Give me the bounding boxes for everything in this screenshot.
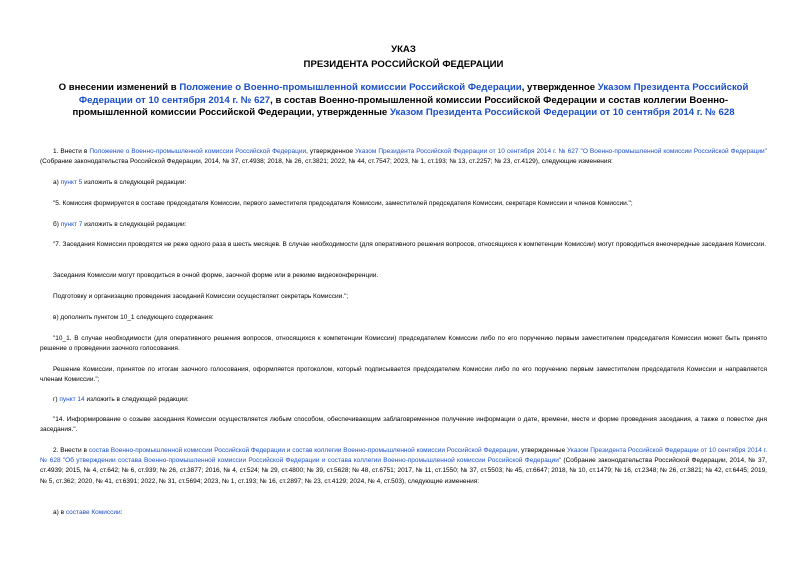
p1-text-3: (Собрание законодательства Российской Федерации, 2014, № 37, ст.4938; 2018, № 26, ст.3821; 2022, № 44, ст.7547; 2023, № 1, ст.193; № 13, ст.2257; № 23, ст.4129), следующие изменения: [40, 158, 613, 166]
p13-link-composition[interactable]: состав Военно-промышленной комиссии Российской Федерации и состав коллегии Военно-промышленной комиссии Российской Федерации [88, 447, 518, 454]
paragraph-8: в) дополнить пунктом 10_1 следующего содержания: [53, 314, 214, 321]
title-text-2: , утвержденное [521, 82, 598, 93]
paragraph-3: "5. Комиссия формируется в составе председателя Комиссии, первого заместителя председателя Комиссии, заместителей председателя Комиссии, секретаря Комиссии и членов Комиссии."; [53, 200, 633, 207]
paragraph-11 [40, 395, 767, 405]
paragraph-1 [40, 147, 767, 167]
p14-text-1: а) в [53, 509, 66, 516]
p1-text-2: , утвержденное [306, 148, 355, 155]
paragraph-4 [40, 220, 767, 230]
p1-link-regulation[interactable]: Положение о Военно-промышленной комиссии Российской Федерации [89, 148, 307, 155]
paragraph-2 [40, 178, 767, 188]
p2-link-item-5[interactable]: пункт 5 [60, 179, 83, 186]
title-link-regulation[interactable]: Положение о Военно-промышленной комиссии Российской Федерации [179, 82, 522, 93]
p1-link-decree-627[interactable]: Указом Президента Российской Федерации от 10 сентября 2014 г. № 627 "О Военно-промышленной комиссии Российской Федерации" [354, 148, 767, 155]
p13-link-decree-628[interactable]: Указом Президента Российской Федерации от 10 сентября 2014 г. № 628 "Об утверждении состава Военно-промышленной комиссии Российской Федерации и состава коллегии Военно-промышленной комиссии Российской Федерации" [40, 447, 768, 465]
title-link-decree-628[interactable]: Указом Президента Российской Федерации от 10 сентября 2014 г. № 628 [389, 107, 735, 119]
paragraph-10: Решение Комиссии, принятое по итогам заочного голосования, оформляется протоколом, который подписывается председателем Комиссии либо по его поручению первым заместителем председателя Комиссии и направляется членам Комиссии."; [40, 366, 767, 384]
paragraph-6: Заседания Комиссии могут проводиться в очной форме, заочной форме или в режиме видеоконференции. [53, 272, 379, 279]
p2-text-1: а) [53, 179, 61, 186]
p13-text-3: (Собрание законодательства Российской Федерации, 2014, № 37, ст.4939; 2015, № 4, ст.642; № 6, ст.939; № 26, ст.3877; 2016, № 4, ст.524; № 29, ст.4800; № 39, ст.5628; № 48, ст.6751; 2017, № 11, ст.1550; № 37, ст.5503; № 45, ст.6647; 2018, № 10, ст.1479; № 16, ст.2348; № 26, ст.3821; № 42, ст.6445; 2019, № 5, ст.362; 2020, № 41, ст.6391; 2022, № 31, ст.5694; 2023, № 1, ст.193; № 16, ст.2897; № 23, ст.4129; 2024, № 4, ст.503), следующие изменения: [40, 457, 767, 485]
paragraph-14 [40, 508, 767, 518]
paragraph-5: "7. Заседания Комиссии проводятся не реже одного раза в шесть месяцев. В случае необходимости (для оперативного решения вопросов, относящихся к компетенции Комиссии) могут проводиться внеочередные заседания Комиссии. [53, 241, 767, 248]
p4-text-2: изложить в следующей редакции: [82, 221, 187, 228]
p11-link-item-14[interactable]: пункт 14 [59, 396, 85, 403]
p13-text-2: , утвержденные [517, 447, 568, 454]
p11-text-2: изложить в следующей редакции: [84, 396, 189, 403]
paragraph-7: Подготовку и организацию проведения заседаний Комиссии осуществляет секретарь Комиссии."; [53, 293, 349, 300]
p13-text-1: 2. Внести в [53, 447, 89, 454]
title-link-decree-627[interactable]: Указом Президента Российской Федерации от 10 сентября 2014 г. № 627 [78, 82, 749, 106]
document-title [50, 82, 757, 120]
p4-text-1: б) [53, 221, 61, 228]
paragraph-9: "10_1. В случае необходимости (для оперативного решения вопросов, относящихся к компетенции Комиссии) председателем Комиссии либо по его поручению первым заместителем председателя Комиссии может быть принято решение о проведении заочного голосования. [40, 335, 767, 353]
issuer-heading: ПРЕЗИДЕНТА РОССИЙСКОЙ ФЕДЕРАЦИИ [303, 59, 504, 70]
paragraph-13 [40, 446, 767, 487]
doc-type-heading: УКАЗ [391, 44, 416, 55]
p14-text-2: : [120, 509, 123, 516]
p14-link-commission-composition[interactable]: составе Комиссии [65, 509, 121, 516]
p2-text-2: изложить в следующей редакции: [82, 179, 187, 186]
title-text-3: , в состав Военно-промышленной комиссии Российской Федерации и состав коллегии Военно-промышленной комиссии Российской Федерации, утвержденные [72, 94, 729, 119]
paragraph-12: "14. Информирование о созыве заседания Комиссии осуществляется любым способом, обеспечивающим заблаговременное получение информации о дате, времени, месте и форме проведения заседания, а также о повестке дня заседания.". [40, 416, 767, 434]
p4-link-item-7[interactable]: пункт 7 [60, 221, 83, 228]
title-text-1: О внесении изменений в [58, 82, 180, 93]
p1-text-1: 1. Внести в [53, 148, 90, 155]
p11-text-1: г) [53, 396, 60, 403]
